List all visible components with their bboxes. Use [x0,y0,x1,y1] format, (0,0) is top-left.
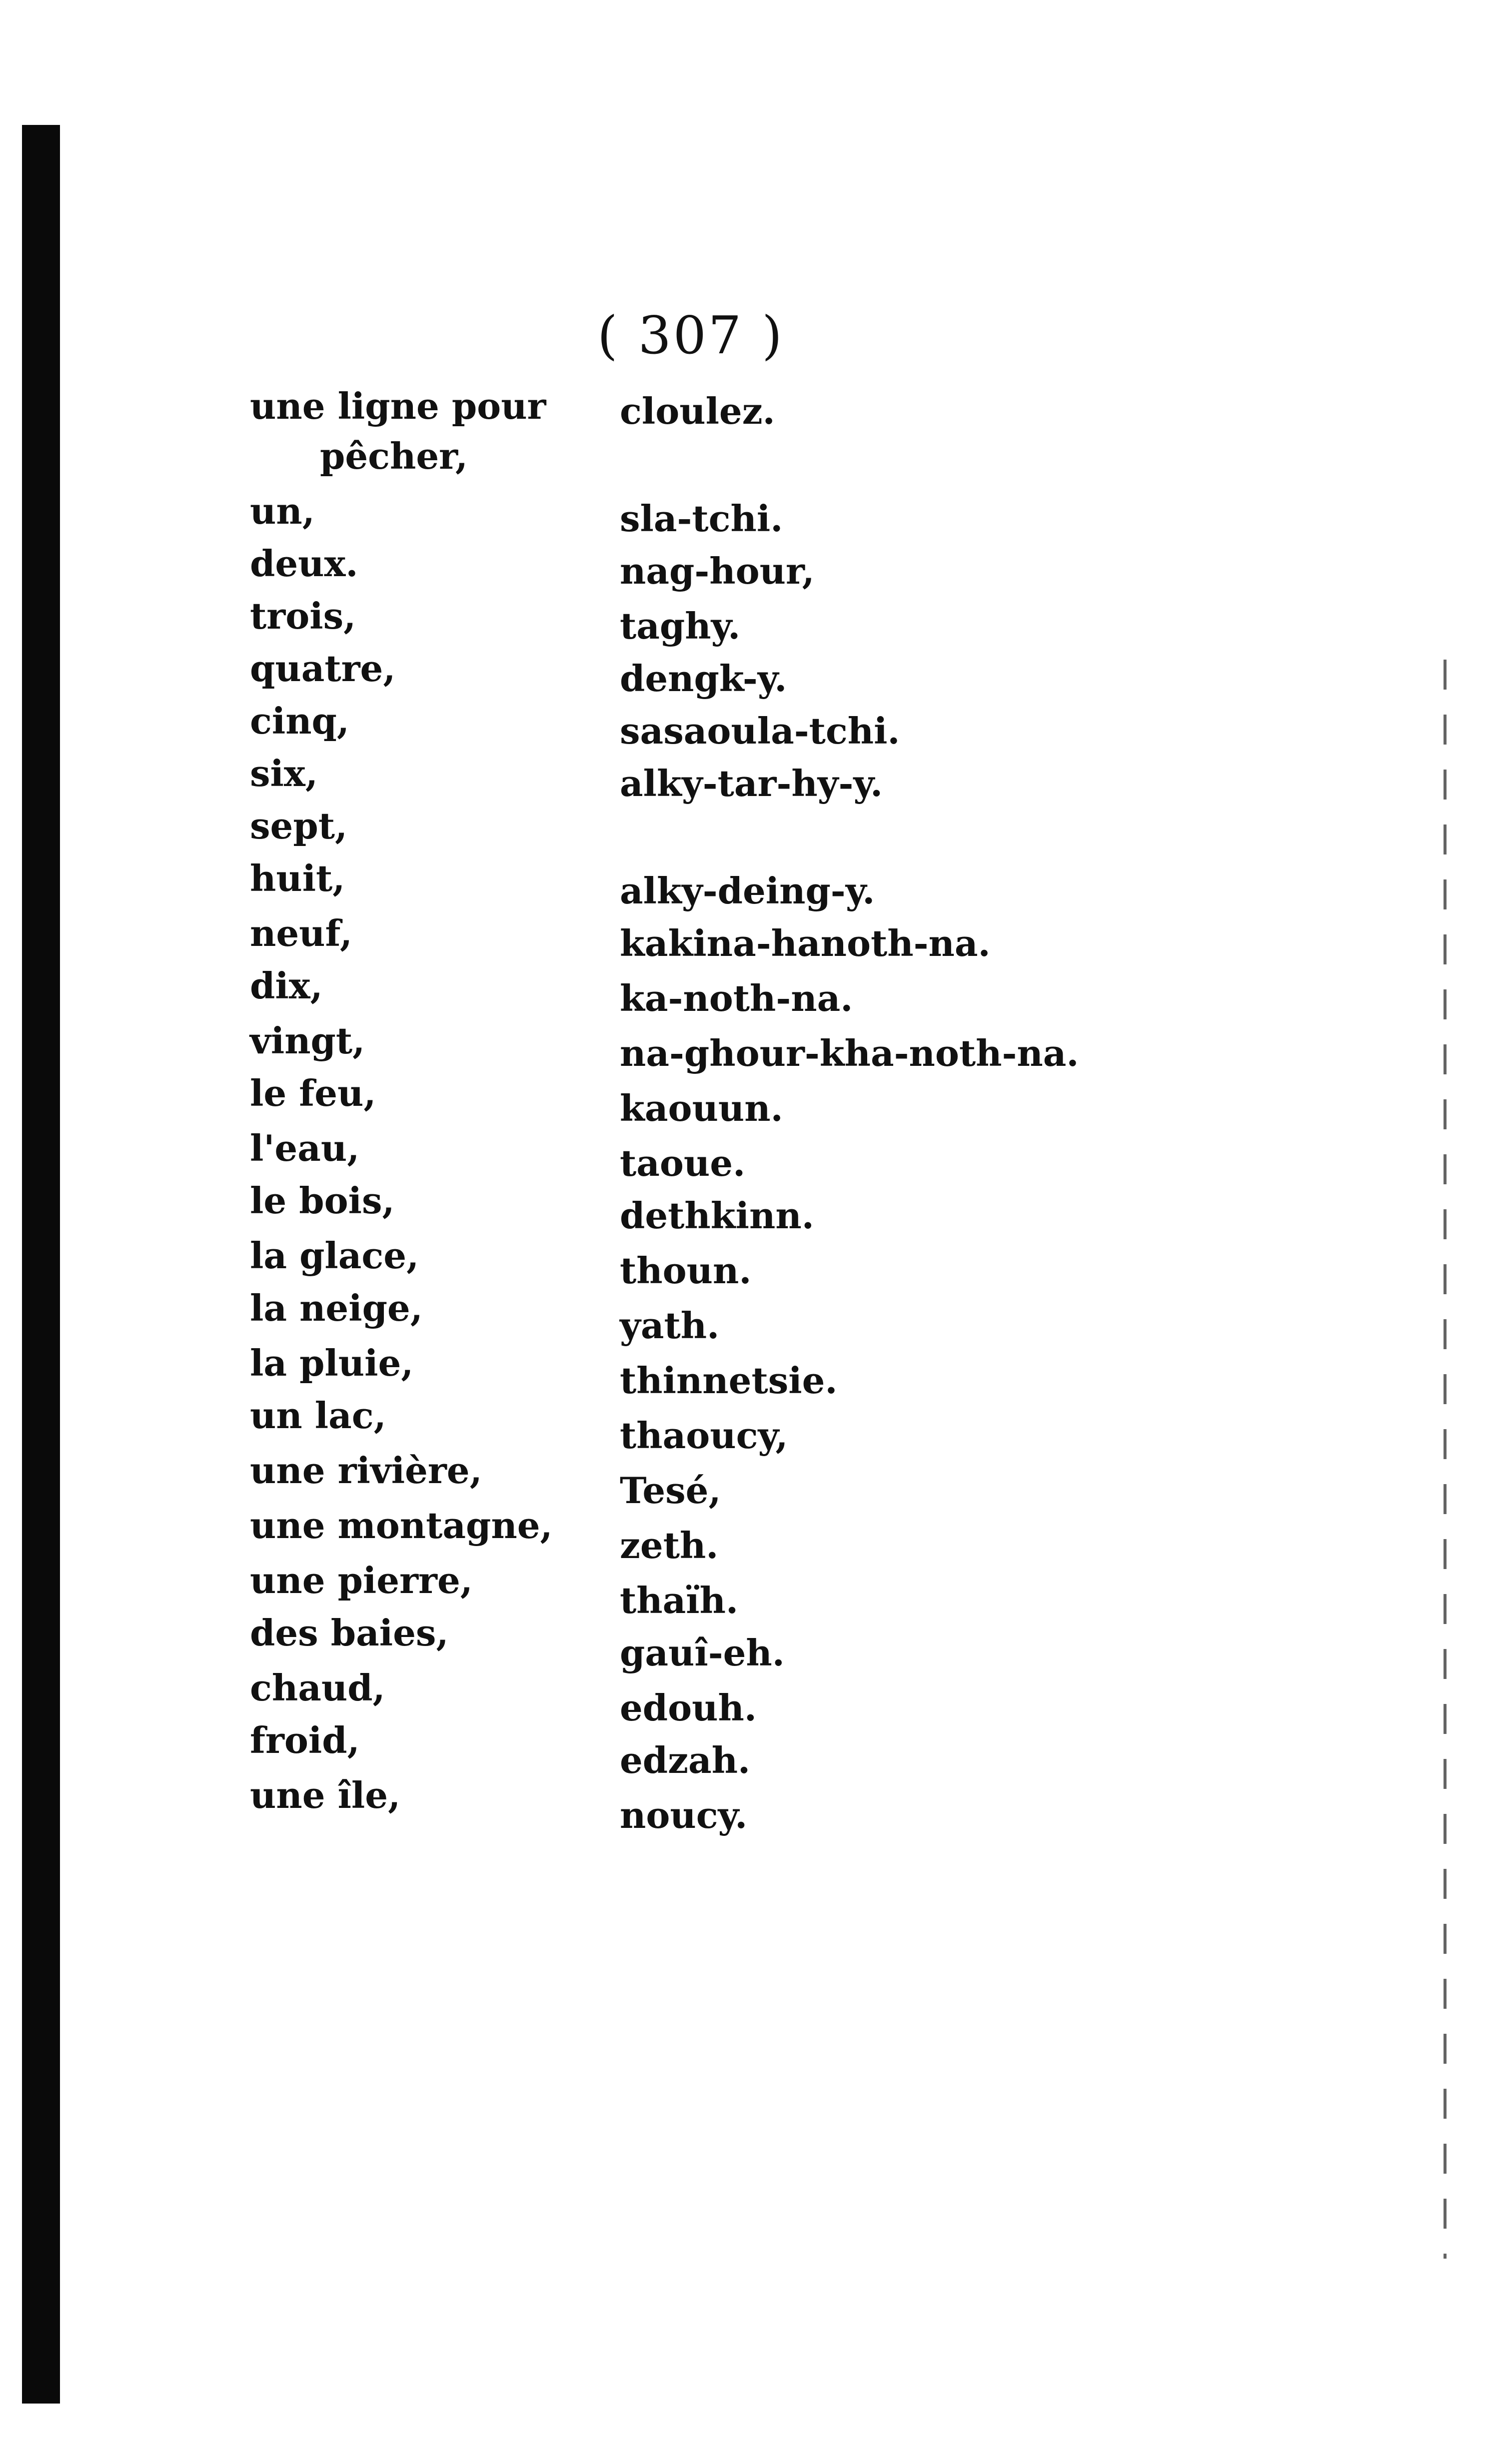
french-term: une ligne pour [250,385,546,427]
french-term: une pierre, [250,1559,473,1602]
french-term: une île, [250,1774,401,1816]
native-term: edzah. [620,1739,751,1781]
native-term: sasaoula-tchi. [620,710,900,752]
french-term: dix, [250,964,323,1007]
french-term: quatre, [250,647,396,690]
native-term: taoue. [620,1142,746,1184]
native-term: edouh. [620,1686,757,1729]
native-term: thinnetsie. [620,1359,838,1402]
native-term: gauî-eh. [620,1632,785,1674]
native-term: kakina-hanoth-na. [620,922,991,964]
native-term: sla-tchi. [620,497,783,540]
french-term: la pluie, [250,1342,414,1384]
native-term: thaïh. [620,1579,739,1622]
native-term: kaouun. [620,1087,783,1129]
native-term: yath. [620,1304,720,1347]
french-term: chaud, [250,1666,385,1709]
native-term: alky-deing-y. [620,869,875,912]
native-term: na-ghour-kha-noth-na. [620,1032,1079,1074]
native-term: nag-hour, [620,550,815,592]
french-term: le feu, [250,1072,376,1114]
french-term: le bois, [250,1179,395,1222]
french-term: une montagne, [250,1504,553,1547]
french-term: cinq, [250,700,349,742]
french-term: un, [250,490,315,532]
french-term: la neige, [250,1287,423,1329]
native-term: ka-noth-na. [620,977,853,1019]
native-term: thoun. [620,1249,752,1292]
native-term: taghy. [620,605,741,647]
french-term: sept, [250,805,348,847]
french-term: vingt, [250,1019,365,1062]
native-term: dethkinn. [620,1194,814,1237]
french-term: deux. [250,542,358,585]
french-term: une rivière, [250,1449,482,1492]
french-term: six, [250,752,318,795]
native-term: noucy. [620,1794,748,1836]
french-term: un lac, [250,1394,386,1437]
french-term: trois, [250,595,356,637]
french-term: froid, [250,1719,360,1761]
french-term: pêcher, [320,435,468,477]
french-term: l'eau, [250,1127,360,1169]
native-term: alky-tar-hy-y. [620,762,883,805]
native-term: Tesé, [620,1469,721,1512]
french-term: huit, [250,857,345,899]
page-number: ( 307 ) [597,305,784,366]
native-term: thaoucy, [620,1414,788,1457]
native-term: zeth. [620,1524,719,1567]
french-term: neuf, [250,912,352,954]
french-term: des baies, [250,1612,449,1654]
french-term: la glace, [250,1234,419,1277]
native-term: dengk-y. [620,657,787,700]
native-term: cloulez. [620,390,775,432]
